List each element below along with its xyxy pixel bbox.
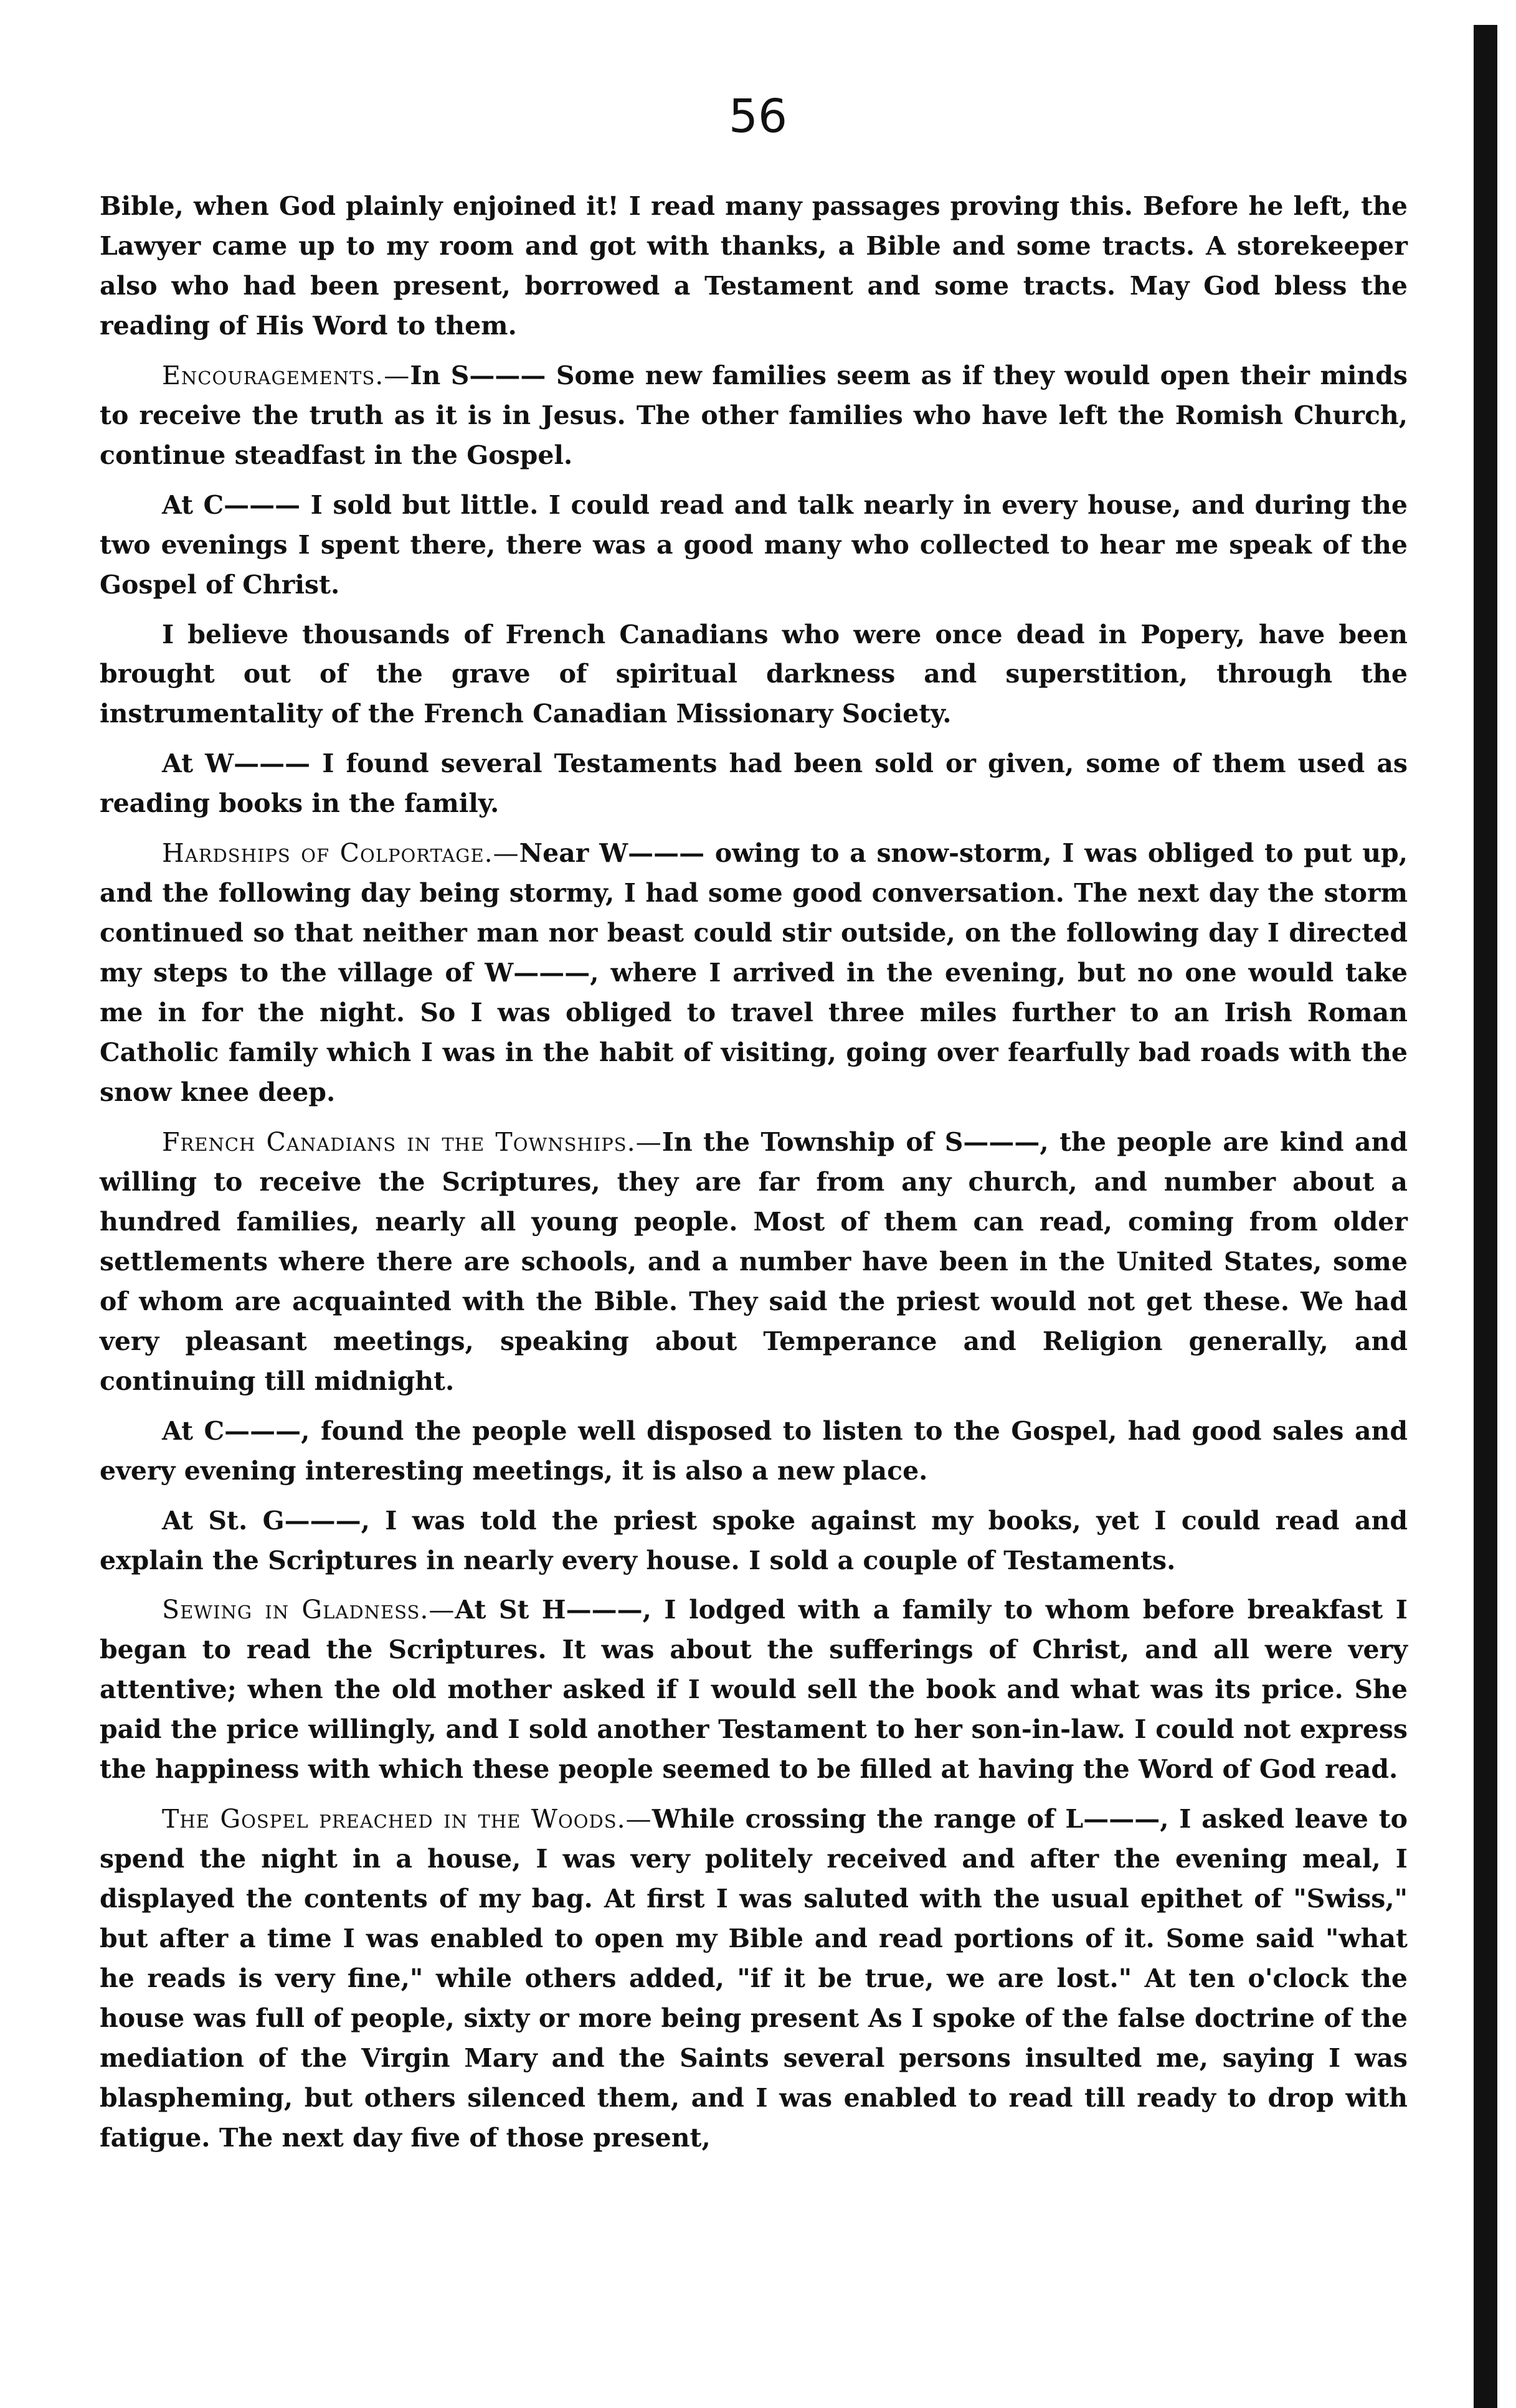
- paragraph-text: In the Township of S———, the people are kind and willing to receive the Scriptures, they are far from any church, and number about a hundred families, nearly all young people. Most of them can read, coming from older settlements where there are schools, and a number have been in the United States, some of whom are acquainted with the Bible. They said the priest would not get these. We had very pleasant meetings, speaking about Temperance and Religion generally, and continuing till midnight.: [100, 1126, 1408, 1396]
- paragraph-townships: [100, 1123, 1408, 1402]
- paragraph-text: At St. G———, I was told the priest spoke against my books, yet I could read and explain the Scriptures in nearly every house. I sold a couple of Testaments.: [100, 1505, 1408, 1575]
- paragraph-text: At W——— I found several Testaments had been sold or given, some of them used as reading books in the family.: [100, 748, 1408, 819]
- paragraph-text: In S——— Some new families seem as if they would open their minds to receive the truth as it is in Jesus. The other families who have left the Romish Church, continue steadfast in the Gospel.: [100, 360, 1408, 470]
- paragraph-woods: [100, 1800, 1408, 2158]
- paragraph-text: Bible, when God plainly enjoined it! I read many passages proving this. Before he left, the Lawyer came up to my room and got with thanks, a Bible and some tracts. A storekeeper also who had been present, borrowed a Testament and some tracts. May God bless the reading of His Word to them.: [100, 191, 1408, 341]
- paragraph-at-c: [100, 486, 1408, 605]
- paragraph-text: At C——— I sold but little. I could read and talk nearly in every house, and during the two evenings I spent there, there was a good many who collected to hear me speak of the Gospel of Christ.: [100, 489, 1408, 600]
- section-heading-gladness: Sewing in Gladness.—: [162, 1595, 455, 1625]
- paragraph-text: While crossing the range of L———, I asked leave to spend the night in a house, I was very politely received and after the evening meal, I displayed the contents of my bag. At first I was saluted with the usual epithet of "Swiss," but after a time I was enabled to open my Bible and read portions of it. Some said "what he reads is very fine," while others added, "if it be true, we are lost." At ten o'clock the house was full of people, sixty or more being present As I spoke of the false doctrine of the mediation of the Virgin Mary and the Saints several persons insulted me, saying I was blaspheming, but others silenced them, and I was enabled to read till ready to drop with fatigue. The next day five of those present,: [100, 1804, 1408, 2153]
- section-heading-townships: French Canadians in the Townships.—: [162, 1126, 662, 1157]
- section-heading-hardships: Hardships of Colportage.—: [162, 838, 519, 869]
- paragraph-at-st-g: [100, 1501, 1408, 1581]
- section-heading-encouragements: Encouragements.—: [162, 360, 410, 390]
- paragraph-continuation: [100, 187, 1408, 346]
- paragraph-at-w: [100, 744, 1408, 824]
- section-heading-woods: The Gospel preached in the Woods.—: [162, 1804, 652, 1834]
- page-body: [100, 187, 1408, 2168]
- paragraph-hardships: [100, 834, 1408, 1113]
- paragraph-text: At St H———, I lodged with a family to whom before breakfast I began to read the Scriptures. It was about the sufferings of Christ, and all were very attentive; when the old mother asked if I would sell the book and what was its price. She paid the price willingly, and I sold another Testament to her son-in-law. I could not express the happiness with which these people seemed to be filled at having the Word of God read.: [100, 1595, 1408, 1785]
- paragraph-text: Near W——— owing to a snow-storm, I was obliged to put up, and the following day being stormy, I had some good conversation. The next day the storm continued so that neither man nor beast could stir outside, on the following day I directed my steps to the village of W———, where I arrived in the evening, but no one would take me in for the night. So I was obliged to travel three miles further to an Irish Roman Catholic family which I was in the habit of visiting, going over fearfully bad roads with the snow knee deep.: [100, 838, 1408, 1108]
- paragraph-at-c-sales: [100, 1412, 1408, 1491]
- page-edge-bar: [1474, 25, 1497, 2408]
- page-number: 56: [728, 90, 788, 143]
- paragraph-gladness: [100, 1590, 1408, 1790]
- paragraph-text: At C———, found the people well disposed to listen to the Gospel, had good sales and every evening interesting meetings, it is also a new place.: [100, 1415, 1408, 1486]
- paragraph-text: I believe thousands of French Canadians who were once dead in Popery, have been brought out of the grave of spiritual darkness and superstition, through the instrumentality of the French Canadian Missionary Society.: [100, 619, 1408, 729]
- paragraph-encouragements: [100, 356, 1408, 476]
- paragraph-thousands: [100, 615, 1408, 735]
